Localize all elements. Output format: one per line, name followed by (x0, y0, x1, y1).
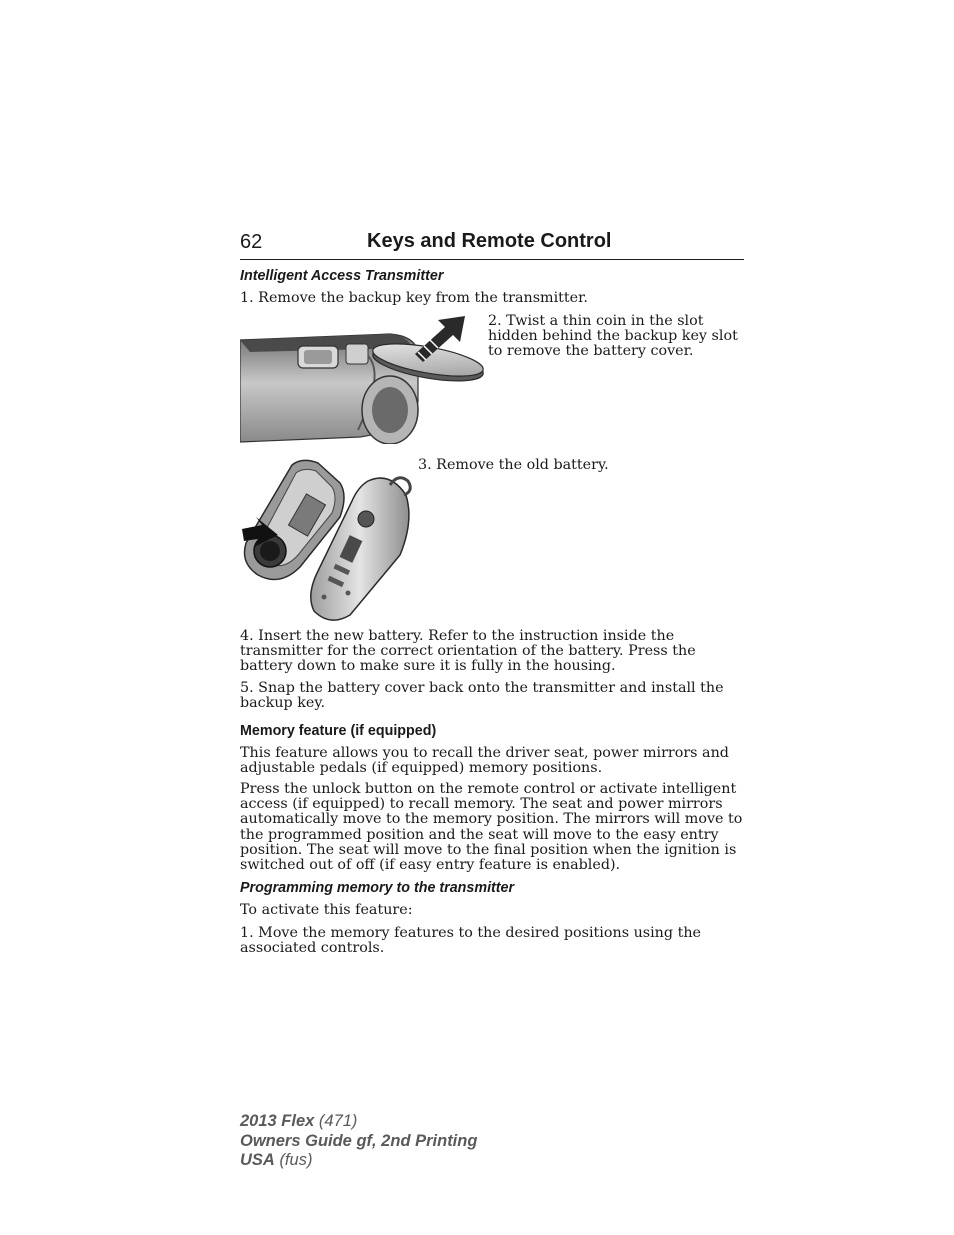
memory-para-2: Press the unlock button on the remote control or activate intelligent access (if equipped) to recall memory. The seat and power mirrors automatically move to the memory position. The mirrors will move to the programmed position and the seat will move to the easy entry position. The seat will move to the final position when the ignition is switched out of off (if easy entry feature is enabled). (240, 781, 743, 874)
step-1-text: 1. Remove the backup key from the transmitter. (240, 290, 588, 306)
chapter-title: Keys and Remote Control (367, 230, 612, 252)
step-3-text: 3. Remove the old battery. (418, 457, 609, 473)
memory-para-1: This feature allows you to recall the driver seat, power mirrors and adjustable pedals (if equipped) memory positions. (240, 745, 729, 777)
programming-para-1: To activate this feature: (240, 902, 413, 918)
footer-region-line (240, 1151, 477, 1171)
step-4-text: 4. Insert the new battery. Refer to the instruction inside the transmitter for the correct orientation of the battery. Press the battery down to make sure it is fully in the housing. (240, 628, 696, 675)
page-header (240, 229, 744, 260)
programming-step-1: 1. Move the memory features to the desired positions using the associated controls. (240, 925, 702, 957)
footer-region: USA (240, 1151, 275, 1169)
remove-battery-illustration (240, 455, 415, 623)
page-footer (240, 1112, 477, 1171)
page-number: 62 (240, 231, 263, 253)
footer-model-code: (471) (318, 1112, 358, 1130)
section-heading-memory-feature: Memory feature (if equipped) (240, 723, 437, 739)
section-heading-intelligent-access: Intelligent Access Transmitter (240, 268, 444, 284)
step-5-text: 5. Snap the battery cover back onto the transmitter and install the backup key. (240, 680, 724, 712)
footer-region-code: (fus) (279, 1151, 313, 1169)
coin-twist-illustration (240, 312, 485, 444)
step-2-text: 2. Twist a thin coin in the slot hidden behind the backup key slot to remove the battery cover. (488, 313, 738, 360)
footer-model-line (240, 1112, 477, 1132)
footer-guide: Owners Guide gf, 2nd Printing (240, 1131, 478, 1150)
section-heading-programming-memory: Programming memory to the transmitter (240, 880, 515, 896)
footer-guide-line (240, 1132, 477, 1152)
footer-model: 2013 Flex (240, 1112, 315, 1130)
